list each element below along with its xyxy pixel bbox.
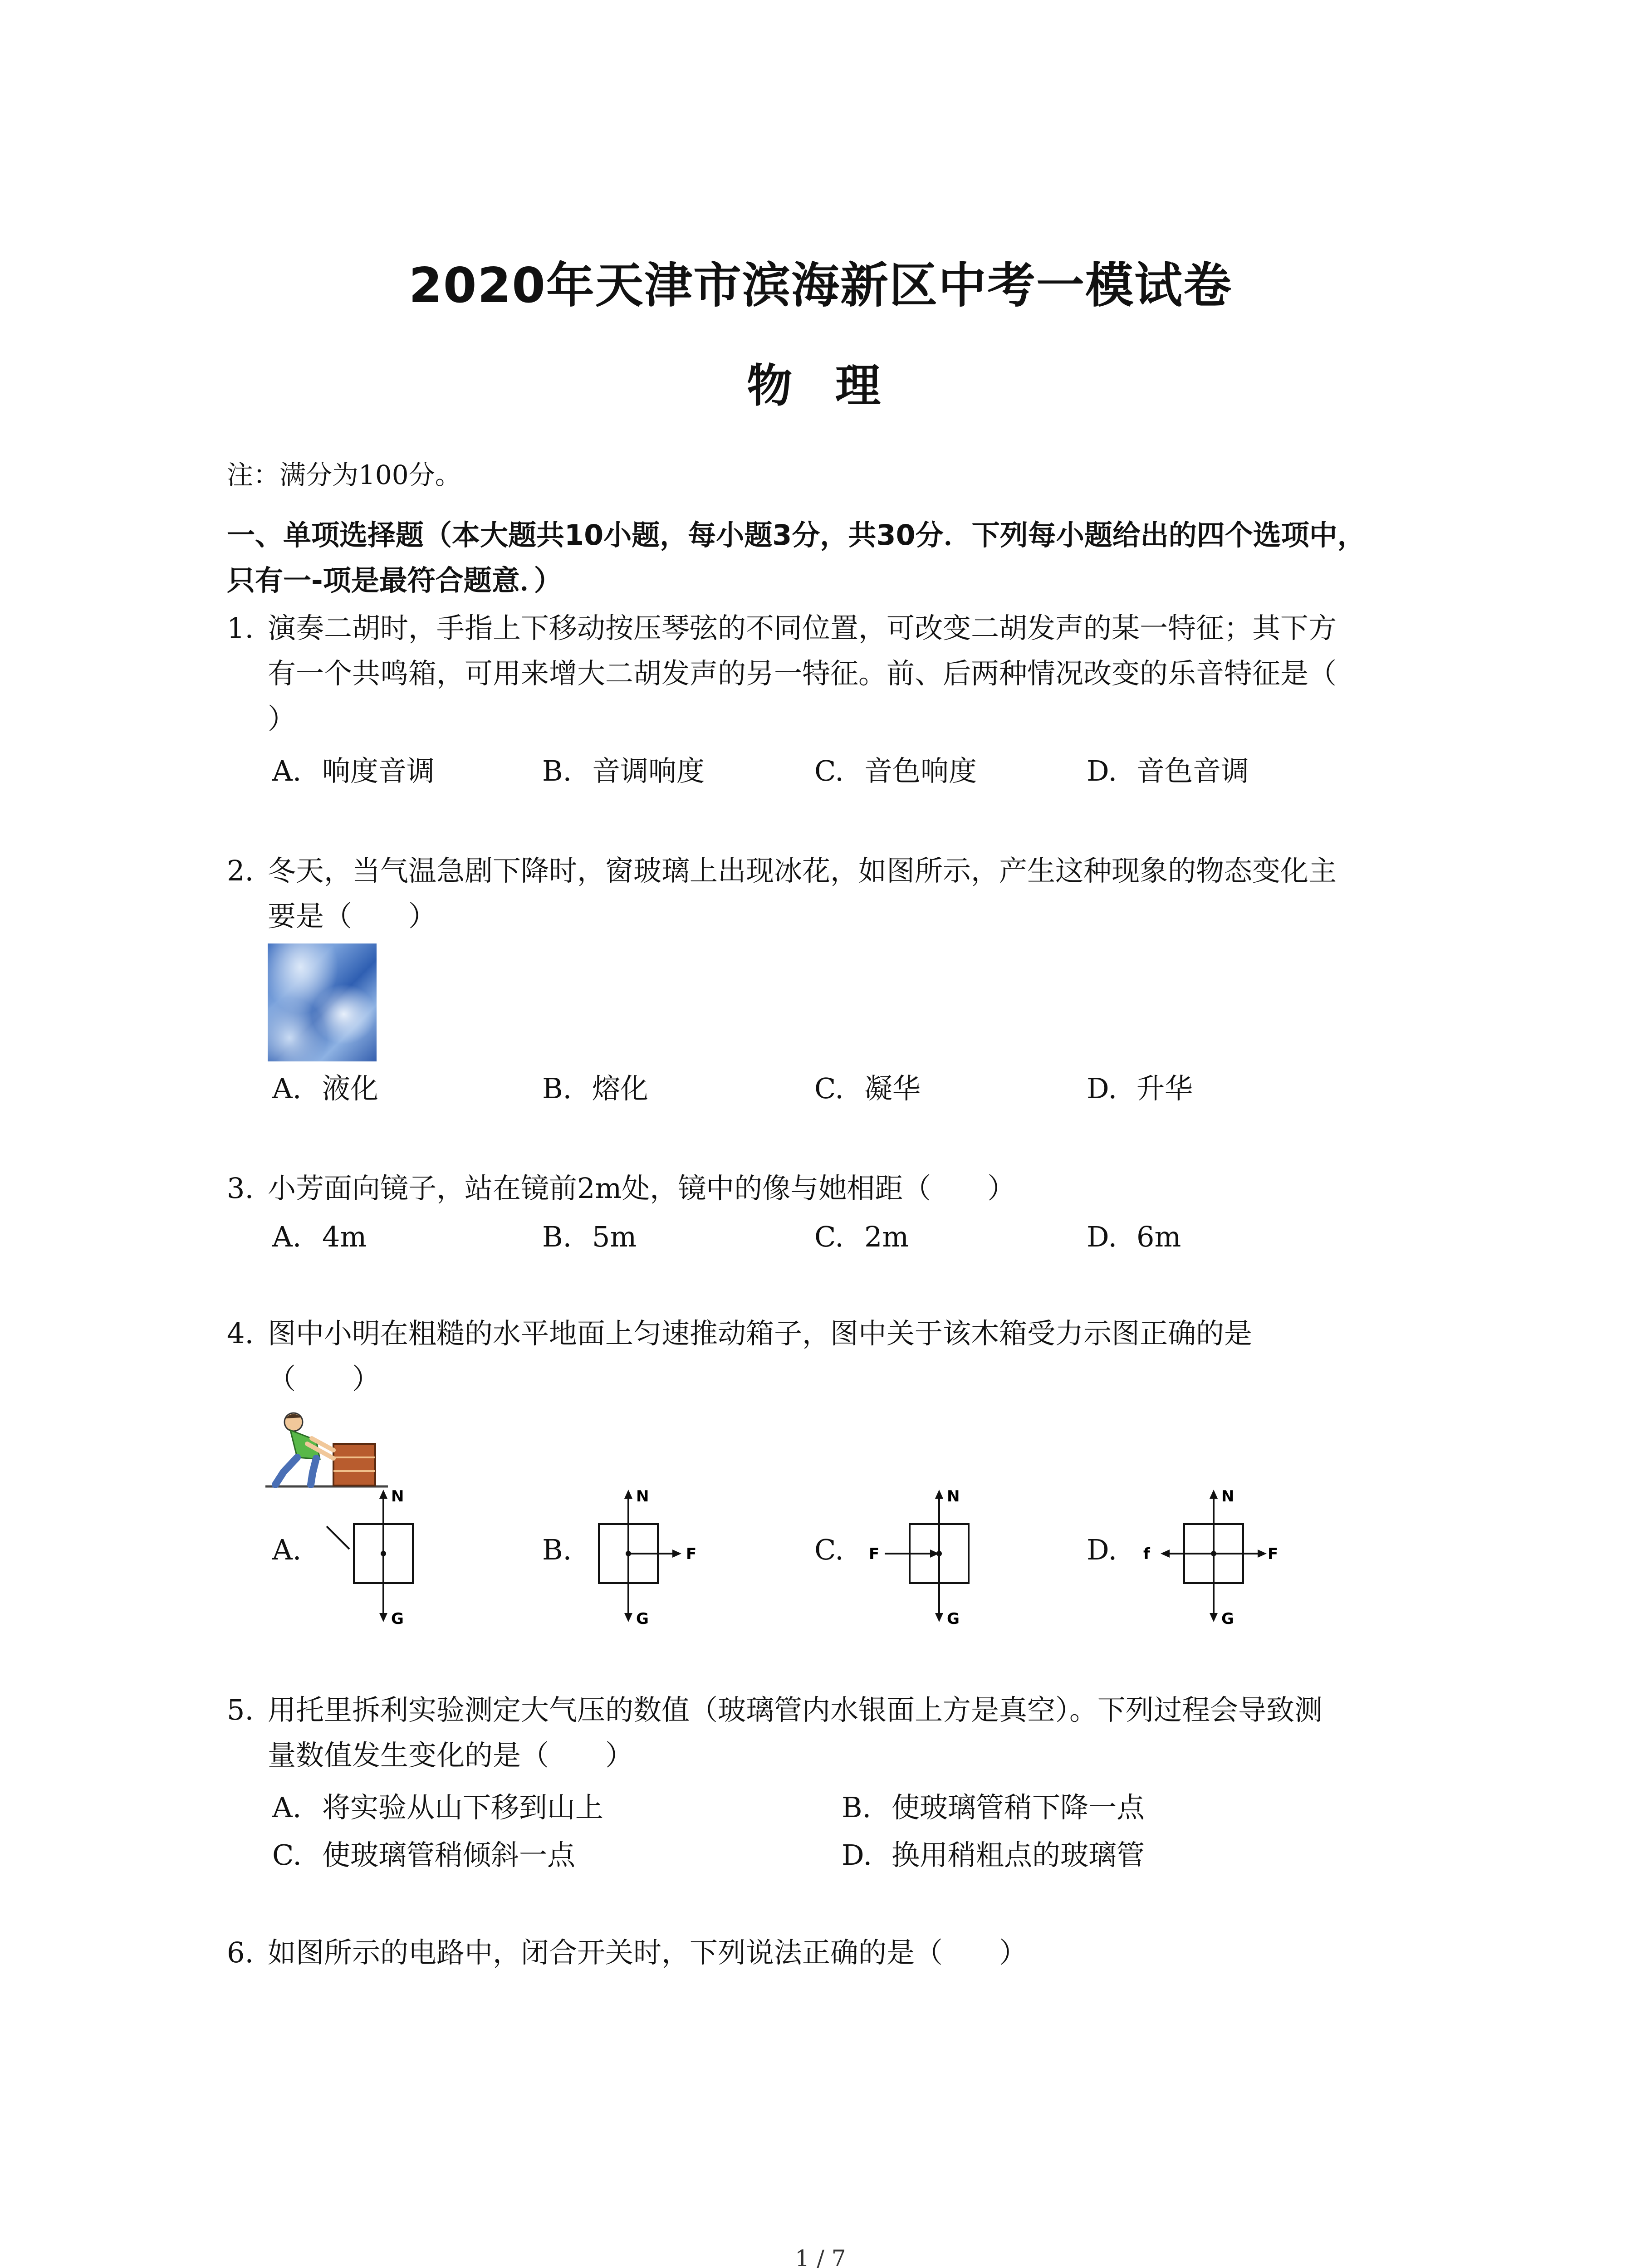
- question-line: 要是（ ）: [268, 899, 437, 933]
- question-1: [227, 606, 1443, 742]
- force-label-f: F: [686, 1545, 697, 1563]
- option-c: C. 2m: [814, 1220, 909, 1253]
- question-2: [227, 848, 1443, 939]
- question-line: 冬天，当气温急剧下降时，窗玻璃上出现冰花，如图所示，产生这种现象的物态变化主: [268, 854, 1337, 887]
- force-label-g: G: [391, 1610, 404, 1628]
- force-label-g: G: [947, 1610, 960, 1628]
- question-line: 用托里拆利实验测定大气压的数值（玻璃管内水银面上方是真空）。下列过程会导致测: [268, 1693, 1323, 1726]
- option-c: C. 音色响度: [814, 754, 977, 787]
- question-number: 1.: [227, 611, 254, 645]
- question-5: [227, 1687, 1443, 1778]
- exam-title: 2020年天津市滨海新区中考一模试卷: [408, 258, 1233, 313]
- option-c: C. 使玻璃管稍倾斜一点: [272, 1838, 576, 1872]
- force-label-n: N: [636, 1487, 649, 1505]
- force-diagram-c: [864, 1483, 1000, 1637]
- option-a: A. 响度音调: [272, 754, 435, 787]
- option-d: D. 换用稍粗点的玻璃管: [842, 1838, 1145, 1872]
- score-note: 注：满分为100分。: [227, 459, 461, 490]
- question-line: 演奏二胡时，手指上下移动按压琴弦的不同位置，可改变二胡发声的某一特征；其下方: [268, 611, 1337, 645]
- option-a: A.: [272, 1533, 302, 1566]
- option-b: B. 音调响度: [542, 754, 705, 787]
- option-c: C. 凝华: [814, 1072, 921, 1105]
- question-number: 6.: [227, 1936, 254, 1969]
- boy-pushing-box-illustration: [265, 1408, 388, 1490]
- option-d: D. 升华: [1087, 1072, 1193, 1105]
- force-diagram-a: [318, 1483, 454, 1637]
- question-line: ）: [268, 702, 296, 735]
- question-6: [227, 1930, 1443, 1975]
- force-label-n: N: [947, 1487, 960, 1505]
- ice-flower-photo: [268, 943, 377, 1061]
- question-number: 5.: [227, 1693, 254, 1726]
- option-b: B. 5m: [542, 1220, 637, 1253]
- option-c: C.: [814, 1533, 844, 1566]
- force-label-g: G: [1221, 1610, 1234, 1628]
- option-b: B. 使玻璃管稍下降一点: [842, 1791, 1145, 1824]
- question-number: 3.: [227, 1172, 254, 1205]
- question-number: 4.: [227, 1317, 254, 1350]
- option-d: D. 音色音调: [1087, 754, 1249, 787]
- force-label-f: F: [869, 1545, 880, 1563]
- option-a: A. 将实验从山下移到山上: [272, 1791, 604, 1824]
- force-diagram-b: [581, 1483, 717, 1637]
- option-b: B. 熔化: [542, 1072, 649, 1105]
- question-line: 有一个共鸣箱，可用来增大二胡发声的另一特征。前、后两种情况改变的乐音特征是（: [268, 657, 1337, 690]
- force-label-g: G: [636, 1610, 649, 1628]
- force-label-n: N: [1221, 1487, 1234, 1505]
- question-4: [227, 1311, 1443, 1402]
- force-label-f-friction: f: [1143, 1545, 1150, 1563]
- option-a: A. 液化: [272, 1072, 379, 1105]
- option-b: B.: [542, 1533, 572, 1566]
- option-d: D.: [1087, 1533, 1117, 1566]
- section-heading: [227, 513, 1452, 603]
- page-number: 1 / 7: [795, 2245, 846, 2268]
- question-line: 小芳面向镜子，站在镜前2m处，镜中的像与她相距（ ）: [268, 1172, 1016, 1205]
- section-heading-line: 一、单项选择题（本大题共10小题，每小题3分，共30分．下列每小题给出的四个选项中，: [227, 518, 1366, 552]
- option-d: D. 6m: [1087, 1220, 1181, 1253]
- question-3: [227, 1166, 1443, 1211]
- force-label-n: N: [391, 1487, 404, 1505]
- question-line: （ ）: [268, 1362, 381, 1395]
- force-diagram-d: [1139, 1483, 1279, 1637]
- question-number: 2.: [227, 854, 254, 887]
- question-line: 图中小明在粗糙的水平地面上匀速推动箱子，图中关于该木箱受力示图正确的是: [268, 1317, 1253, 1350]
- option-a: A. 4m: [272, 1220, 367, 1253]
- force-label-f: F: [1268, 1545, 1279, 1563]
- subject-heading: 物 理: [747, 359, 894, 412]
- section-heading-line: 只有一-项是最符合题意．）: [227, 564, 562, 597]
- question-line: 量数值发生变化的是（ ）: [268, 1739, 634, 1772]
- question-line: 如图所示的电路中，闭合开关时，下列说法正确的是（ ）: [268, 1936, 1028, 1969]
